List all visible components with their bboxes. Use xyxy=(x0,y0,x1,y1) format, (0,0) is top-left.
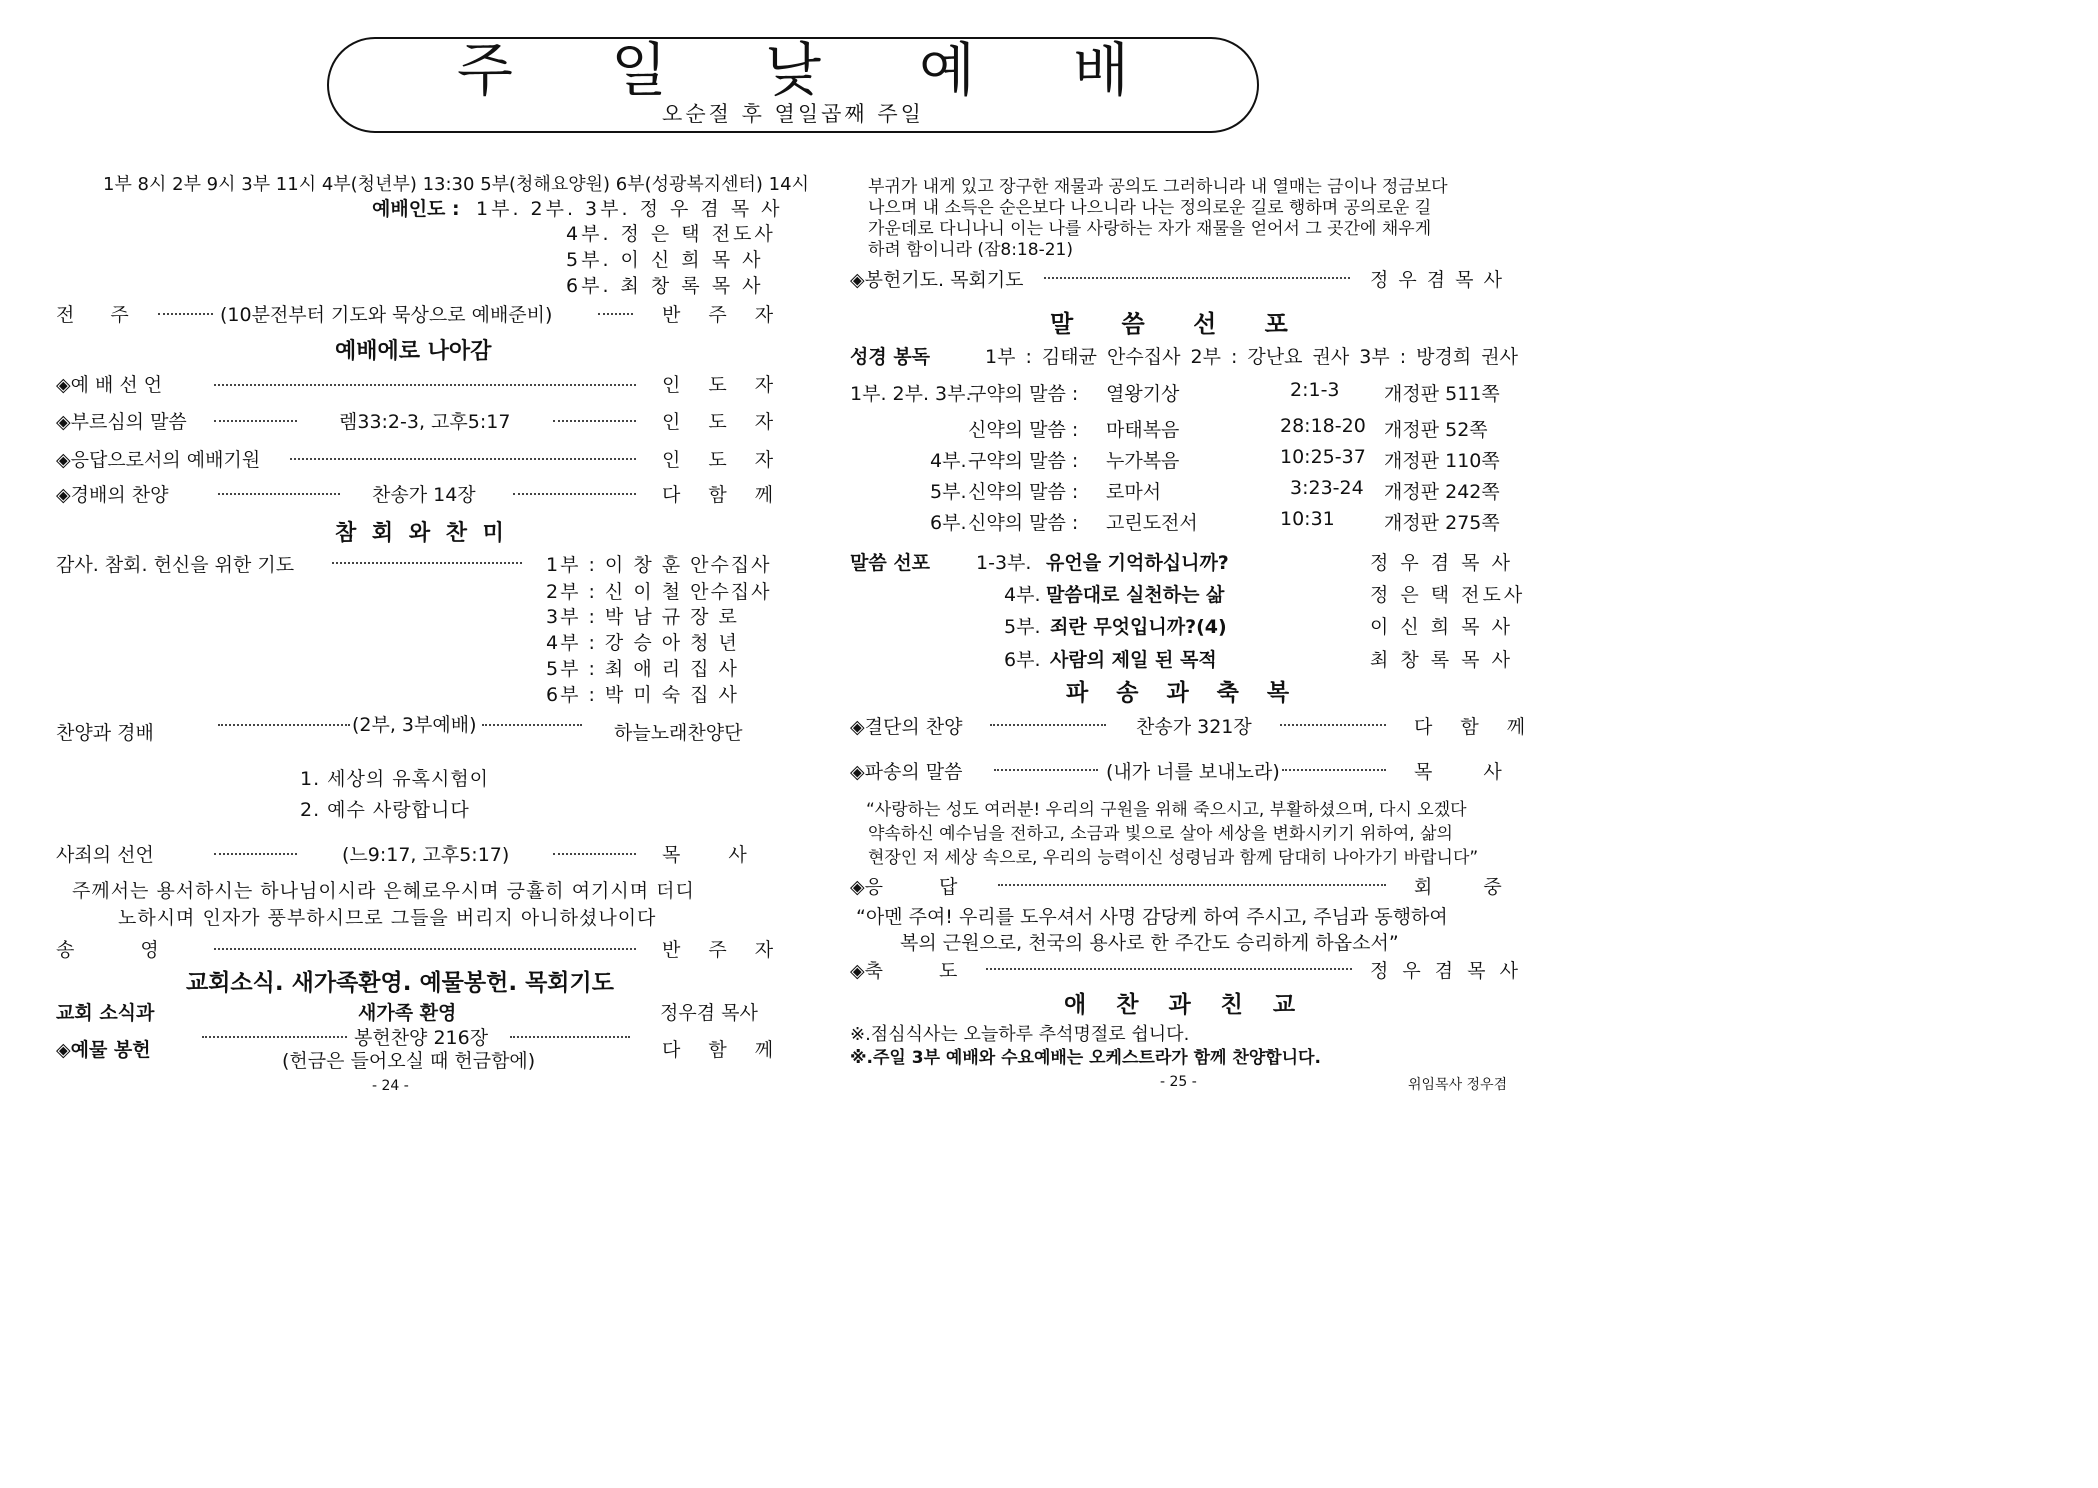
offering-label: ◈예물 봉헌 xyxy=(56,1039,151,1061)
order-mid: 찬송가 14장 xyxy=(372,484,476,506)
prayer-leader: 4부 : 강 승 아 청 년 xyxy=(546,632,739,654)
reading-kind: 신약의 말씀 : xyxy=(968,512,1079,534)
order-who: 인 도 자 xyxy=(662,411,785,433)
dot-leader xyxy=(553,853,636,855)
scripture-line: 나으며 내 소득은 순은보다 나으니라 나는 정의로운 길로 행하며 공의로운 길 xyxy=(868,198,1432,218)
news-who: 정우겸 목사 xyxy=(660,1002,758,1024)
reading-verse: 28:18-20 xyxy=(1280,415,1366,437)
reading-part: 5부. xyxy=(930,481,967,503)
sermon-label: 말씀 선포 xyxy=(850,552,931,574)
sending-mid: (내가 너를 보내노라) xyxy=(1106,761,1280,783)
dot-leader xyxy=(332,562,522,564)
prayer-leader: 1부 : 이 창 훈 안수집사 xyxy=(546,554,772,576)
section-heading: 교회소식. 새가족환영. 예물봉헌. 목회기도 xyxy=(186,970,614,996)
news-label: 교회 소식과 xyxy=(56,1002,155,1024)
sermon-part: 6부. xyxy=(1004,649,1041,671)
dot-leader xyxy=(290,458,636,460)
reading-page: 개정판 52쪽 xyxy=(1384,419,1488,441)
newfamily-label: 새가족 환영 xyxy=(358,1002,457,1024)
dot-leader xyxy=(994,769,1098,771)
sending-text: “사랑하는 성도 여러분! 우리의 구원을 위해 죽으시고, 부활하셨으며, 다시 오겠다 xyxy=(866,800,1467,820)
offertory-prayer-label: ◈봉헌기도. 목회기도 xyxy=(850,269,1024,291)
dot-leader xyxy=(214,948,636,950)
reading-label: 성경 봉독 xyxy=(850,346,931,368)
absolution-text: 노하시며 인자가 풍부하시므로 그들을 버리지 아니하셨나이다 xyxy=(118,907,657,929)
reading-kind: 구약의 말씀 : xyxy=(968,450,1079,472)
leader-line: 6부. 최 창 록 목 사 xyxy=(566,275,764,297)
scripture-line: 가운데로 다니나니 이는 나를 사랑하는 자가 재물을 얻어서 그 곳간에 채우게 xyxy=(868,219,1432,239)
blessing-label: ◈축 도 xyxy=(850,960,958,982)
praise-mid: (2부, 3부예배) xyxy=(352,714,477,736)
reading-book: 열왕기상 xyxy=(1106,383,1180,405)
song-title: 2. 예수 사랑합니다 xyxy=(300,799,470,821)
blessing-who: 정 우 겸 목 사 xyxy=(1370,960,1522,982)
sending-text: 현장인 저 세상 속으로, 우리의 능력이신 성령님과 함께 담대히 나아가기 바랍니다” xyxy=(868,848,1479,868)
reading-verse: 2:1-3 xyxy=(1290,379,1340,401)
dot-leader xyxy=(598,313,633,315)
resolve-mid: 찬송가 321장 xyxy=(1136,716,1252,738)
dot-leader xyxy=(482,724,582,726)
sending-text: 약속하신 예수님을 전하고, 소금과 빛으로 살아 세상을 변화시키기 위하여, 삶의 xyxy=(868,824,1453,844)
praise-label: 찬양과 경배 xyxy=(56,722,154,744)
sending-who: 목 사 xyxy=(1414,761,1502,783)
offering-note: (헌금은 들어오실 때 헌금함에) xyxy=(282,1050,536,1072)
prelude-who: 반 주 자 xyxy=(662,304,785,326)
dot-leader xyxy=(1282,769,1386,771)
reading-book: 로마서 xyxy=(1106,481,1162,503)
service-schedule: 1부 8시 2부 9시 3부 11시 4부(청년부) 13:30 5부(청해요양원) 6부(성광복지센터) 14시 xyxy=(103,174,809,195)
page-number: - 24 - xyxy=(372,1078,409,1094)
reading-book: 누가복음 xyxy=(1106,450,1180,472)
dot-leader xyxy=(998,884,1386,886)
dot-leader xyxy=(513,493,636,495)
reading-page: 개정판 275쪽 xyxy=(1384,512,1500,534)
prayer-leader: 6부 : 박 미 숙 집 사 xyxy=(546,684,739,706)
prayer-leader: 5부 : 최 애 리 집 사 xyxy=(546,658,739,680)
response-label: ◈응 답 xyxy=(850,876,958,898)
sending-label: ◈파송의 말씀 xyxy=(850,761,963,783)
order-item: ◈예 배 선 언 xyxy=(56,374,163,396)
section-heading: 애 찬 과 친 교 xyxy=(1064,992,1296,1018)
dot-leader xyxy=(218,724,350,726)
sermon-part: 4부. xyxy=(1004,584,1041,606)
dot-leader xyxy=(158,313,213,315)
section-heading: 말 씀 선 포 xyxy=(1050,310,1288,338)
scripture-line: 하려 함이니라 (잠8:18-21) xyxy=(868,240,1073,260)
dot-leader xyxy=(202,1036,347,1038)
absolution-mid: (느9:17, 고후5:17) xyxy=(342,844,510,866)
prayer-leader: 3부 : 박 남 규 장 로 xyxy=(546,606,739,628)
notice: ※.점심식사는 오늘하루 추석명절로 쉽니다. xyxy=(850,1024,1190,1045)
doxology-who: 반 주 자 xyxy=(662,939,785,961)
dot-leader xyxy=(1044,277,1350,279)
reading-page: 개정판 511쪽 xyxy=(1384,383,1500,405)
scripture-line: 부귀가 내게 있고 장구한 재물과 공의도 그러하니라 내 열매는 금이나 정금보다 xyxy=(868,177,1448,197)
page-number: - 25 - xyxy=(1160,1074,1197,1090)
section-heading: 참 회 와 찬 미 xyxy=(335,521,508,546)
dot-leader xyxy=(214,853,297,855)
song-title: 1. 세상의 유혹시험이 xyxy=(300,768,490,790)
reading-kind: 구약의 말씀 : xyxy=(968,383,1079,405)
sermon-title: 유언을 기억하십니까? xyxy=(1046,552,1229,574)
response-text: “아멘 주여! 우리를 도우셔서 사명 감당케 하여 주시고, 주님과 동행하여 xyxy=(856,906,1448,928)
response-text: 복의 근원으로, 천국의 용사로 한 주간도 승리하게 하옵소서” xyxy=(900,932,1399,954)
sermon-who: 정 우 겸 목 사 xyxy=(1370,552,1513,574)
leader-line: 4부. 정 은 택 전도사 xyxy=(566,223,776,245)
leader-line: 1부. 2부. 3부. 정 우 겸 목 사 xyxy=(476,198,783,220)
reading-kind: 신약의 말씀 : xyxy=(968,419,1079,441)
sermon-title: 사람의 제일 된 목적 xyxy=(1050,649,1217,671)
reading-part: 6부. xyxy=(930,512,967,534)
dot-leader xyxy=(986,968,1352,970)
order-item: ◈경배의 찬양 xyxy=(56,484,169,506)
sermon-title: 말씀대로 실천하는 삶 xyxy=(1046,584,1225,606)
order-who: 인 도 자 xyxy=(662,449,785,471)
doxology-label: 송 영 xyxy=(56,939,159,961)
order-who: 다 함 께 xyxy=(662,484,785,506)
order-item: ◈부르심의 말씀 xyxy=(56,411,187,433)
offertory-prayer-who: 정 우 겸 목 사 xyxy=(1370,269,1504,291)
absolution-who: 목 사 xyxy=(662,844,747,866)
prelude-label: 전 주 xyxy=(56,304,129,326)
offering-who: 다 함 께 xyxy=(662,1039,785,1061)
offering-mid: 봉헌찬양 216장 xyxy=(354,1027,489,1049)
prayer-label: 감사. 참회. 헌신을 위한 기도 xyxy=(56,554,295,576)
order-who: 인 도 자 xyxy=(662,374,785,396)
dot-leader xyxy=(553,420,636,422)
readers: 1부 : 김태균 안수집사 2부 : 강난요 권사 3부 : 방경희 권사 xyxy=(985,346,1518,368)
sermon-who: 이 신 희 목 사 xyxy=(1370,616,1513,638)
praise-who: 하늘노래찬양단 xyxy=(614,722,743,744)
reading-page: 개정판 110쪽 xyxy=(1384,450,1500,472)
page-title: 주일낮예배 xyxy=(456,36,1228,104)
absolution-text: 주께서는 용서하시는 하나님이시라 은혜로우시며 긍휼히 여기시며 더디 xyxy=(72,880,695,902)
reading-verse: 3:23-24 xyxy=(1290,477,1364,499)
reading-verse: 10:31 xyxy=(1280,508,1335,530)
sermon-part: 1-3부. xyxy=(976,552,1032,574)
order-item: ◈응답으로서의 예배기원 xyxy=(56,449,261,471)
sermon-who: 정 은 택 전도사 xyxy=(1370,584,1526,606)
section-heading: 파 송 과 축 복 xyxy=(1066,680,1290,706)
dot-leader xyxy=(214,420,297,422)
dot-leader xyxy=(1280,724,1386,726)
dot-leader xyxy=(218,493,340,495)
sermon-who: 최 창 록 목 사 xyxy=(1370,649,1513,671)
absolution-label: 사죄의 선언 xyxy=(56,844,154,866)
dot-leader xyxy=(990,724,1106,726)
resolve-who: 다 함 께 xyxy=(1414,716,1537,738)
reading-part: 1부. 2부. 3부. xyxy=(850,383,972,405)
notice: ※.주일 3부 예배와 수요예배는 오케스트라가 함께 찬양합니다. xyxy=(850,1048,1321,1068)
dot-leader xyxy=(510,1036,630,1038)
dot-leader xyxy=(214,384,636,386)
reading-part: 4부. xyxy=(930,450,967,472)
prayer-leader: 2부 : 신 이 철 안수집사 xyxy=(546,581,772,603)
reading-book: 고린도전서 xyxy=(1106,512,1198,534)
resolve-label: ◈결단의 찬양 xyxy=(850,716,963,738)
reading-book: 마태복음 xyxy=(1106,419,1180,441)
response-who: 회 중 xyxy=(1414,876,1502,898)
section-heading: 예배에로 나아감 xyxy=(335,339,492,364)
leader-line: 5부. 이 신 희 목 사 xyxy=(566,249,764,271)
prelude-desc: (10분전부터 기도와 묵상으로 예배준비) xyxy=(220,304,553,326)
reading-kind: 신약의 말씀 : xyxy=(968,481,1079,503)
sermon-part: 5부. xyxy=(1004,616,1041,638)
reading-page: 개정판 242쪽 xyxy=(1384,481,1500,503)
page-subtitle: 오순절 후 열일곱째 주일 xyxy=(662,102,924,126)
leader-label: 예배인도 : xyxy=(372,198,460,220)
reading-verse: 10:25-37 xyxy=(1280,446,1366,468)
sermon-title: 죄란 무엇입니까?(4) xyxy=(1050,616,1227,638)
order-mid: 렘33:2-3, 고후5:17 xyxy=(339,411,511,433)
pastor-signature: 위임목사 정우겸 xyxy=(1408,1077,1508,1093)
